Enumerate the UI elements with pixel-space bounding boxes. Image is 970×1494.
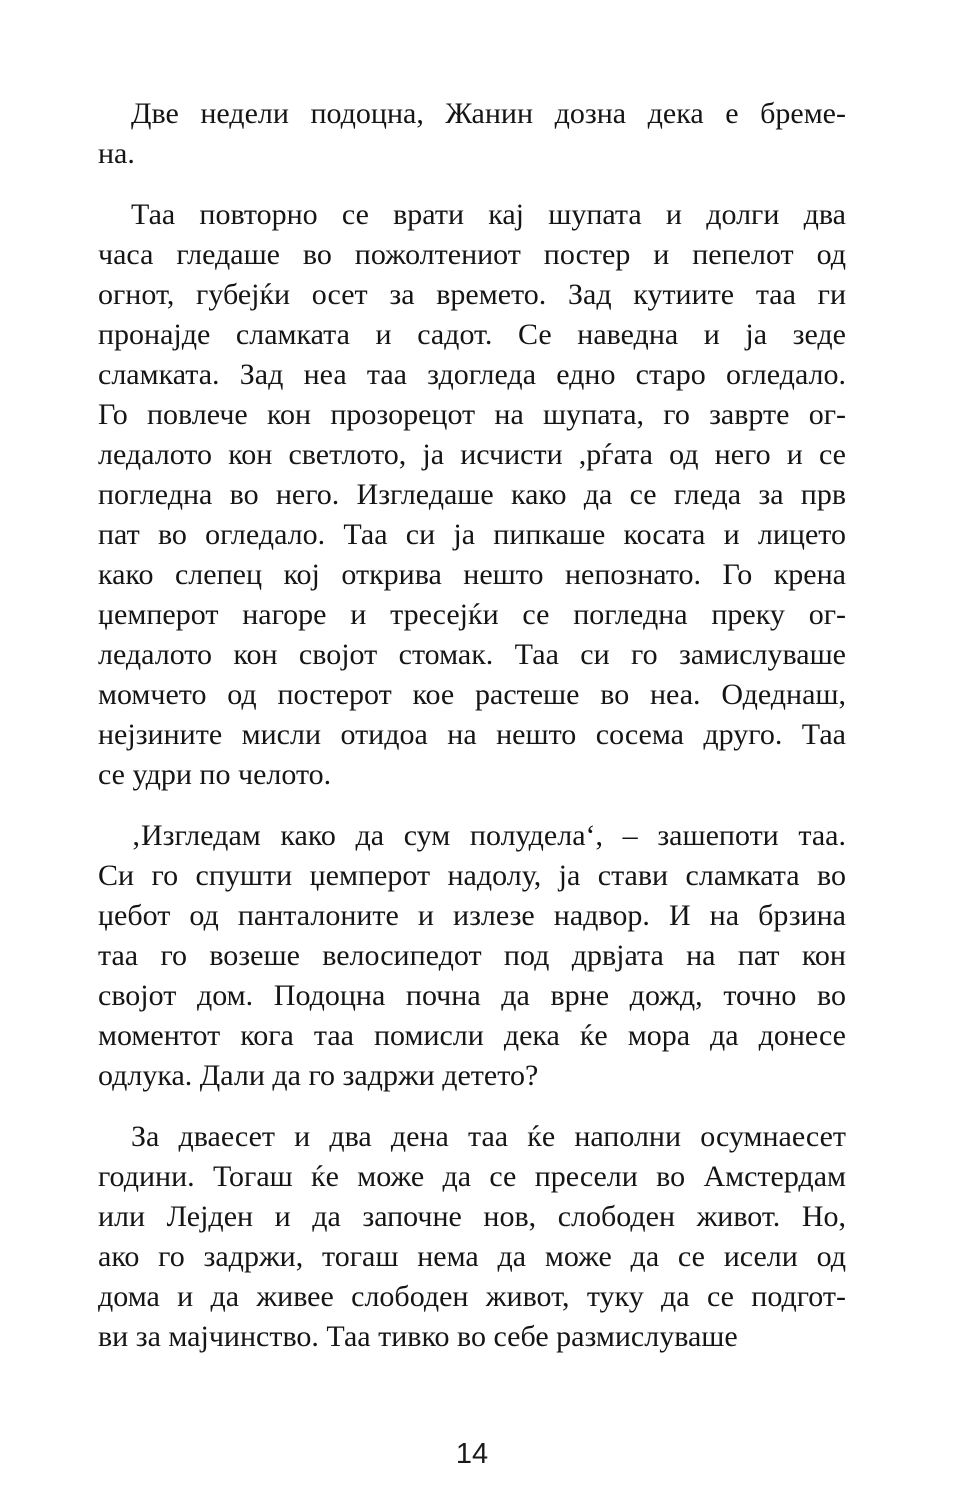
text-line: погледна во него. Изгледаше како да се гледа за прв: [98, 478, 846, 511]
text-line: на.: [98, 137, 135, 170]
text-line: години. Тогаш ќе може да се пресели во Амстердам: [98, 1160, 846, 1193]
text-line: се удри по челото.: [98, 758, 332, 791]
text-line: момчето од постерот кое растеше во неа. Одеднаш,: [98, 678, 846, 711]
text-line: Таа повторно се врати кај шупата и долги два: [131, 198, 846, 231]
text-line: ледалото кон светлото, ја исчисти ,рѓата од него и се: [98, 438, 846, 471]
text-block: [98, 94, 846, 1357]
text-line: ви за мајчинство. Таа тивко во себе размислуваше: [98, 1320, 738, 1353]
text-line: пронајде сламката и садот. Се наведна и ја зеде: [98, 318, 846, 351]
text-line: пат во огледало. Таа си ја пипкаше косата и лицето: [98, 518, 846, 551]
paragraph: [98, 1117, 846, 1357]
text-line: Го повлече кон прозорецот на шупата, го заврте ог-: [98, 398, 846, 431]
text-line: џемперот нагоре и тресејќи се погледна преку ог-: [98, 598, 846, 631]
text-line: ако го задржи, тогаш нема да може да се исели од: [98, 1240, 846, 1273]
text-line: својот дом. Подоцна почна да врне дожд, точно во: [98, 979, 846, 1012]
text-line: дома и да живее слободен живот, туку да се подгот-: [98, 1280, 846, 1313]
page-number: 14: [455, 1438, 489, 1470]
paragraph: [98, 816, 846, 1096]
text-line: како слепец кој открива нешто непознато. Го крена: [98, 558, 846, 591]
text-line: Си го спушти џемперот надолу, ја стави сламката во: [98, 859, 846, 892]
paragraph: [98, 195, 846, 795]
text-line: или Лејден и да започне нов, слободен живот. Но,: [98, 1200, 846, 1233]
text-line: Две недели подоцна, Жанин дозна дека е бреме-: [131, 97, 846, 130]
text-line: ‚Изгледам како да сум полудела‘, – зашепоти таа.: [131, 819, 846, 852]
text-line: За дваесет и два дена таа ќе наполни осумнаесет: [131, 1120, 846, 1153]
paragraph: [98, 94, 846, 174]
text-line: огнот, губејќи осет за времето. Зад кутиите таа ги: [98, 278, 846, 311]
text-line: моментот кога таа помисли дека ќе мора да донесе: [98, 1019, 846, 1052]
text-line: џебот од панталоните и излезе надвор. И на брзина: [98, 899, 846, 932]
text-line: ледалото кон својот стомак. Таа си го замислуваше: [98, 638, 846, 671]
text-line: нејзините мисли отидоа на нешто сосема друго. Таа: [98, 718, 846, 751]
text-line: сламката. Зад неа таа здогледа едно старо огледало.: [98, 358, 846, 391]
text-line: часа гледаше во пожолтениот постер и пепелот од: [98, 238, 846, 271]
text-line: таа го возеше велосипедот под дрвјата на пат кон: [98, 939, 846, 972]
text-line: одлука. Дали да го задржи детето?: [98, 1059, 539, 1092]
